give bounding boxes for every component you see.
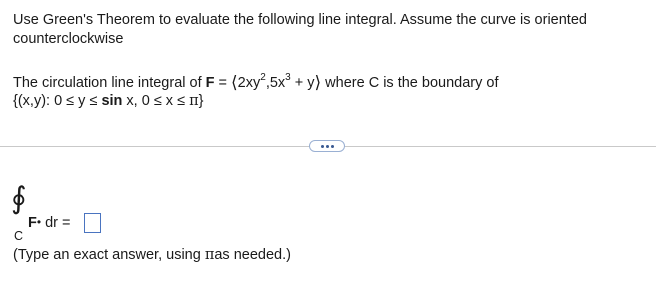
region-suffix: } xyxy=(198,93,204,109)
question-tail: where C is the boundary of xyxy=(321,74,499,91)
region-pi: π xyxy=(189,93,199,109)
component-2-exponent: 3 xyxy=(285,72,291,83)
contour-integral-icon: ∮ xyxy=(11,181,27,216)
region-middle: x, 0 ≤ x ≤ xyxy=(122,93,190,109)
component-2-base: 5x xyxy=(269,74,286,91)
question-line-1 xyxy=(13,70,498,92)
integrand xyxy=(28,214,70,232)
hint-prefix: (Type an exact answer, using xyxy=(13,247,205,263)
dot-product-symbol: • xyxy=(36,215,42,229)
question-lead: The circulation line integral of xyxy=(13,74,206,91)
answer-hint xyxy=(13,246,291,264)
component-separator: , xyxy=(265,74,270,91)
integrand-dr: dr = xyxy=(41,215,71,231)
question-line-2 xyxy=(13,92,203,110)
equals-sign: = xyxy=(214,74,232,91)
hint-suffix: as needed.) xyxy=(214,247,291,263)
hint-pi: π xyxy=(204,247,215,263)
instructions-line-2: counterclockwise xyxy=(13,31,124,47)
open-angle-bracket: ⟨ xyxy=(231,72,238,93)
close-angle-bracket: ⟩ xyxy=(314,72,322,93)
component-1-exponent: 2 xyxy=(260,72,266,83)
component-1-base: 2xy xyxy=(237,74,261,91)
answer-input[interactable] xyxy=(84,213,101,233)
instructions-line-1: Use Green's Theorem to evaluate the following line integral. Assume the curve is oriented xyxy=(13,12,587,28)
region-sin: sin xyxy=(101,93,123,109)
ellipsis-icon xyxy=(321,145,334,148)
integrand-field: F xyxy=(28,215,37,231)
vector-field-symbol: F xyxy=(205,74,215,91)
component-2-rest: + y xyxy=(290,74,315,91)
region-prefix: {(x,y): 0 ≤ y ≤ xyxy=(13,93,102,109)
contour-label: C xyxy=(14,229,24,243)
expand-button[interactable] xyxy=(309,140,345,152)
